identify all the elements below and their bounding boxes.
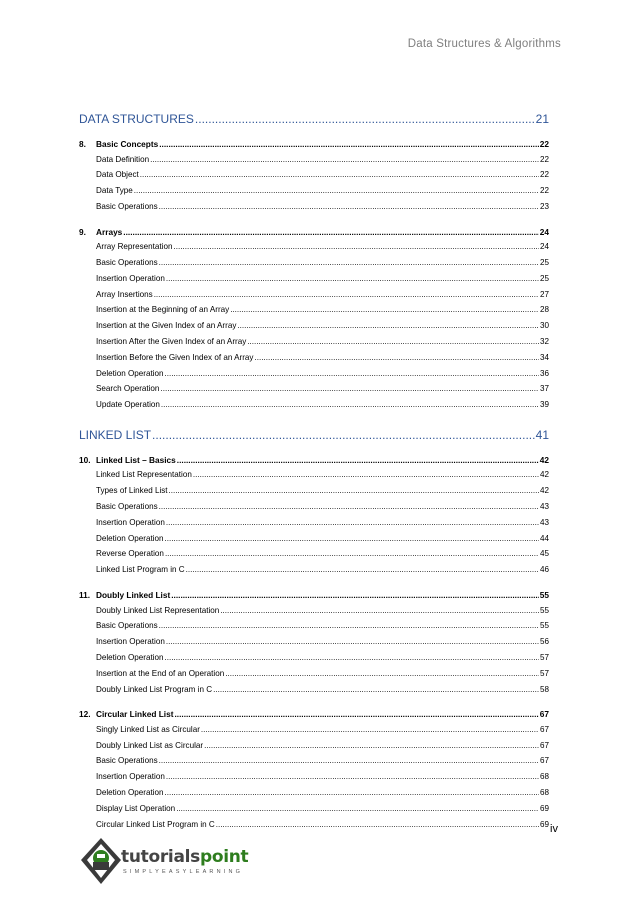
toc-section[interactable] xyxy=(79,685,549,701)
section-title: Reverse Operation xyxy=(96,549,164,559)
toc-chapter[interactable] xyxy=(79,227,549,243)
section-page: 56 xyxy=(539,637,549,647)
dot-leader xyxy=(166,518,539,527)
toc-section[interactable] xyxy=(79,337,549,353)
dot-leader xyxy=(204,741,539,750)
toc-section[interactable] xyxy=(79,772,549,788)
section-title: Deletion Operation xyxy=(96,788,164,797)
toc-section[interactable] xyxy=(79,470,549,486)
dot-leader xyxy=(161,400,539,409)
toc-section[interactable] xyxy=(79,400,549,416)
toc-section[interactable] xyxy=(79,725,549,741)
chapter-title: Arrays xyxy=(96,226,123,237)
toc-section[interactable] xyxy=(79,653,549,669)
section-title: Insertion Before the Given Index of an Array xyxy=(96,352,254,362)
dot-leader xyxy=(134,186,539,195)
chapter-number: 12. xyxy=(79,709,91,720)
section-page: 42 xyxy=(539,470,549,480)
toc-chapter[interactable] xyxy=(79,455,549,471)
dot-leader xyxy=(195,112,535,126)
dot-leader xyxy=(165,534,539,543)
chapter-title: Linked List – Basics xyxy=(96,454,176,465)
part-title: DATA STRUCTURES xyxy=(79,112,194,126)
dot-leader xyxy=(166,637,539,646)
toc-section[interactable] xyxy=(79,741,549,757)
toc-section[interactable] xyxy=(79,549,549,565)
chapter-page: 24 xyxy=(539,226,549,237)
section-title: Basic Operations xyxy=(96,621,158,631)
section-page: 24 xyxy=(539,242,549,252)
toc-section[interactable] xyxy=(79,486,549,502)
section-title: Data Object xyxy=(96,170,139,180)
toc-section[interactable] xyxy=(79,756,549,772)
dot-leader xyxy=(169,486,539,495)
section-page: 46 xyxy=(539,565,549,575)
chapter-page: 55 xyxy=(539,590,549,601)
section-page: 67 xyxy=(539,740,549,750)
section-title: Doubly Linked List Program in C xyxy=(96,684,213,694)
toc-section[interactable] xyxy=(79,353,549,369)
dot-leader xyxy=(159,202,539,211)
chapter-number: 10. xyxy=(79,454,91,465)
section-title: Deletion Operation xyxy=(96,652,164,662)
part-title: LINKED LIST xyxy=(79,427,152,442)
section-title: Basic Operations xyxy=(96,257,158,267)
toc-section[interactable] xyxy=(79,202,549,218)
section-title: Types of Linked List xyxy=(96,486,168,496)
section-title: Search Operation xyxy=(96,384,160,394)
toc-chapter[interactable] xyxy=(79,139,549,155)
section-page: 69 xyxy=(539,819,549,829)
toc-section[interactable] xyxy=(79,534,549,550)
dot-leader xyxy=(173,242,539,251)
dot-leader xyxy=(247,337,539,346)
section-title: Deletion Operation xyxy=(96,368,164,378)
dot-leader xyxy=(165,653,539,662)
toc-section[interactable] xyxy=(79,369,549,385)
section-title: Doubly Linked List Representation xyxy=(96,605,220,615)
toc-section[interactable] xyxy=(79,621,549,637)
dot-leader xyxy=(171,590,539,600)
document-header-title: Data Structures & Algorithms xyxy=(407,38,561,50)
toc-section[interactable] xyxy=(79,606,549,622)
section-page: 23 xyxy=(539,201,549,211)
section-title: Data Definition xyxy=(96,154,150,164)
toc-part[interactable] xyxy=(79,112,549,128)
chapter-page: 67 xyxy=(539,709,549,720)
section-title: Basic Operations xyxy=(96,201,158,211)
dot-leader xyxy=(160,384,539,393)
toc-section[interactable] xyxy=(79,820,549,836)
chapter-title: Doubly Linked List xyxy=(96,590,171,601)
dot-leader xyxy=(220,606,539,615)
toc-section[interactable] xyxy=(79,258,549,274)
section-page: 27 xyxy=(539,289,549,299)
toc-section[interactable] xyxy=(79,170,549,186)
section-page: 37 xyxy=(539,384,549,394)
dot-leader xyxy=(159,502,539,511)
toc-section[interactable] xyxy=(79,274,549,290)
dot-leader xyxy=(123,227,538,237)
dot-leader xyxy=(152,428,535,442)
chapter-number: 8. xyxy=(79,139,86,149)
section-page: 36 xyxy=(539,368,549,378)
section-page: 67 xyxy=(539,756,549,766)
section-page: 25 xyxy=(539,257,549,267)
chapter-number: 9. xyxy=(79,226,86,237)
section-title: Insertion Operation xyxy=(96,637,165,647)
dot-leader xyxy=(174,709,538,719)
section-page: 55 xyxy=(539,605,549,615)
section-title: Update Operation xyxy=(96,400,160,410)
section-title: Circular Linked List Program in C xyxy=(96,819,215,829)
logo-word-b: point xyxy=(199,847,249,867)
dot-leader xyxy=(237,321,539,330)
dot-leader xyxy=(216,820,539,829)
section-title: Basic Operations xyxy=(96,502,158,512)
section-title: Insertion After the Given Index of an Array xyxy=(96,336,247,346)
section-title: Display List Operation xyxy=(96,803,176,813)
section-page: 69 xyxy=(539,803,549,813)
toc-part[interactable] xyxy=(79,428,549,444)
dot-leader xyxy=(159,756,539,765)
chapter-title: Circular Linked List xyxy=(96,709,174,720)
section-page: 22 xyxy=(539,154,549,164)
section-title: Array Insertions xyxy=(96,289,153,299)
section-title: Basic Operations xyxy=(96,756,158,766)
dot-leader xyxy=(201,725,539,734)
chapter-page: 42 xyxy=(539,454,549,465)
dot-leader xyxy=(186,565,539,574)
section-page: 22 xyxy=(539,170,549,180)
section-title: Insertion Operation xyxy=(96,772,165,782)
section-page: 57 xyxy=(539,668,549,678)
dot-leader xyxy=(176,804,539,813)
dot-leader xyxy=(193,470,539,479)
part-page: 41 xyxy=(535,427,549,442)
section-page: 67 xyxy=(539,724,549,734)
dot-leader xyxy=(159,258,539,267)
section-page: 45 xyxy=(539,549,549,559)
section-page: 43 xyxy=(539,502,549,512)
section-title: Linked List Representation xyxy=(96,470,192,480)
logo-word-a: tutorials xyxy=(121,847,200,867)
section-title: Data Type xyxy=(96,186,133,196)
section-page: 39 xyxy=(539,400,549,410)
table-of-contents xyxy=(79,112,549,835)
tutorialspoint-logo xyxy=(79,836,249,888)
logo-mark-icon xyxy=(79,836,123,888)
section-page: 22 xyxy=(539,186,549,196)
chapter-number: 11. xyxy=(79,590,91,601)
toc-chapter[interactable] xyxy=(79,709,549,725)
chapter-title: Basic Concepts xyxy=(96,139,159,149)
section-title: Insertion at the Given Index of an Array xyxy=(96,321,237,331)
section-title: Doubly Linked List as Circular xyxy=(96,740,204,750)
section-page: 28 xyxy=(539,305,549,315)
dot-leader xyxy=(213,685,539,694)
section-page: 68 xyxy=(539,788,549,797)
dot-leader xyxy=(159,139,539,149)
dot-leader xyxy=(165,549,539,558)
toc-section[interactable] xyxy=(79,305,549,321)
logo-wordmark xyxy=(121,847,248,867)
toc-section[interactable] xyxy=(79,321,549,337)
toc-section[interactable] xyxy=(79,565,549,581)
section-title: Insertion Operation xyxy=(96,517,165,527)
section-title: Deletion Operation xyxy=(96,533,164,543)
toc-section[interactable] xyxy=(79,384,549,400)
dot-leader xyxy=(230,305,539,314)
section-page: 68 xyxy=(539,772,549,782)
section-page: 58 xyxy=(539,684,549,694)
dot-leader xyxy=(165,788,539,797)
toc-section[interactable] xyxy=(79,804,549,820)
section-page: 43 xyxy=(539,517,549,527)
section-title: Array Representation xyxy=(96,242,173,252)
part-page: 21 xyxy=(535,112,549,126)
page-number: iv xyxy=(550,823,558,835)
toc-section[interactable] xyxy=(79,788,549,804)
toc-section[interactable] xyxy=(79,518,549,534)
dot-leader xyxy=(225,669,539,678)
section-title: Insertion at the Beginning of an Array xyxy=(96,305,230,315)
logo-tagline: SIMPLYEASYLEARNING xyxy=(123,869,244,875)
toc-chapter[interactable] xyxy=(79,590,549,606)
toc-section[interactable] xyxy=(79,155,549,171)
dot-leader xyxy=(166,274,539,283)
section-title: Insertion at the End of an Operation xyxy=(96,668,225,678)
toc-section[interactable] xyxy=(79,637,549,653)
dot-leader xyxy=(150,155,539,164)
dot-leader xyxy=(140,170,539,179)
toc-section[interactable] xyxy=(79,186,549,202)
toc-section[interactable] xyxy=(79,242,549,258)
section-title: Singly Linked List as Circular xyxy=(96,724,200,734)
section-page: 30 xyxy=(539,321,549,331)
section-page: 34 xyxy=(539,352,549,362)
dot-leader xyxy=(177,455,539,465)
section-page: 42 xyxy=(539,486,549,496)
section-title: Insertion Operation xyxy=(96,273,165,283)
chapter-page: 22 xyxy=(539,139,549,149)
section-page: 44 xyxy=(539,533,549,543)
section-title: Linked List Program in C xyxy=(96,565,185,575)
dot-leader xyxy=(159,621,539,630)
dot-leader xyxy=(166,772,539,781)
dot-leader xyxy=(254,353,539,362)
dot-leader xyxy=(165,369,539,378)
section-page: 55 xyxy=(539,621,549,631)
section-page: 32 xyxy=(539,336,549,346)
toc-section[interactable] xyxy=(79,502,549,518)
section-page: 25 xyxy=(539,273,549,283)
section-page: 57 xyxy=(539,652,549,662)
dot-leader xyxy=(154,290,539,299)
toc-section[interactable] xyxy=(79,290,549,306)
toc-section[interactable] xyxy=(79,669,549,685)
